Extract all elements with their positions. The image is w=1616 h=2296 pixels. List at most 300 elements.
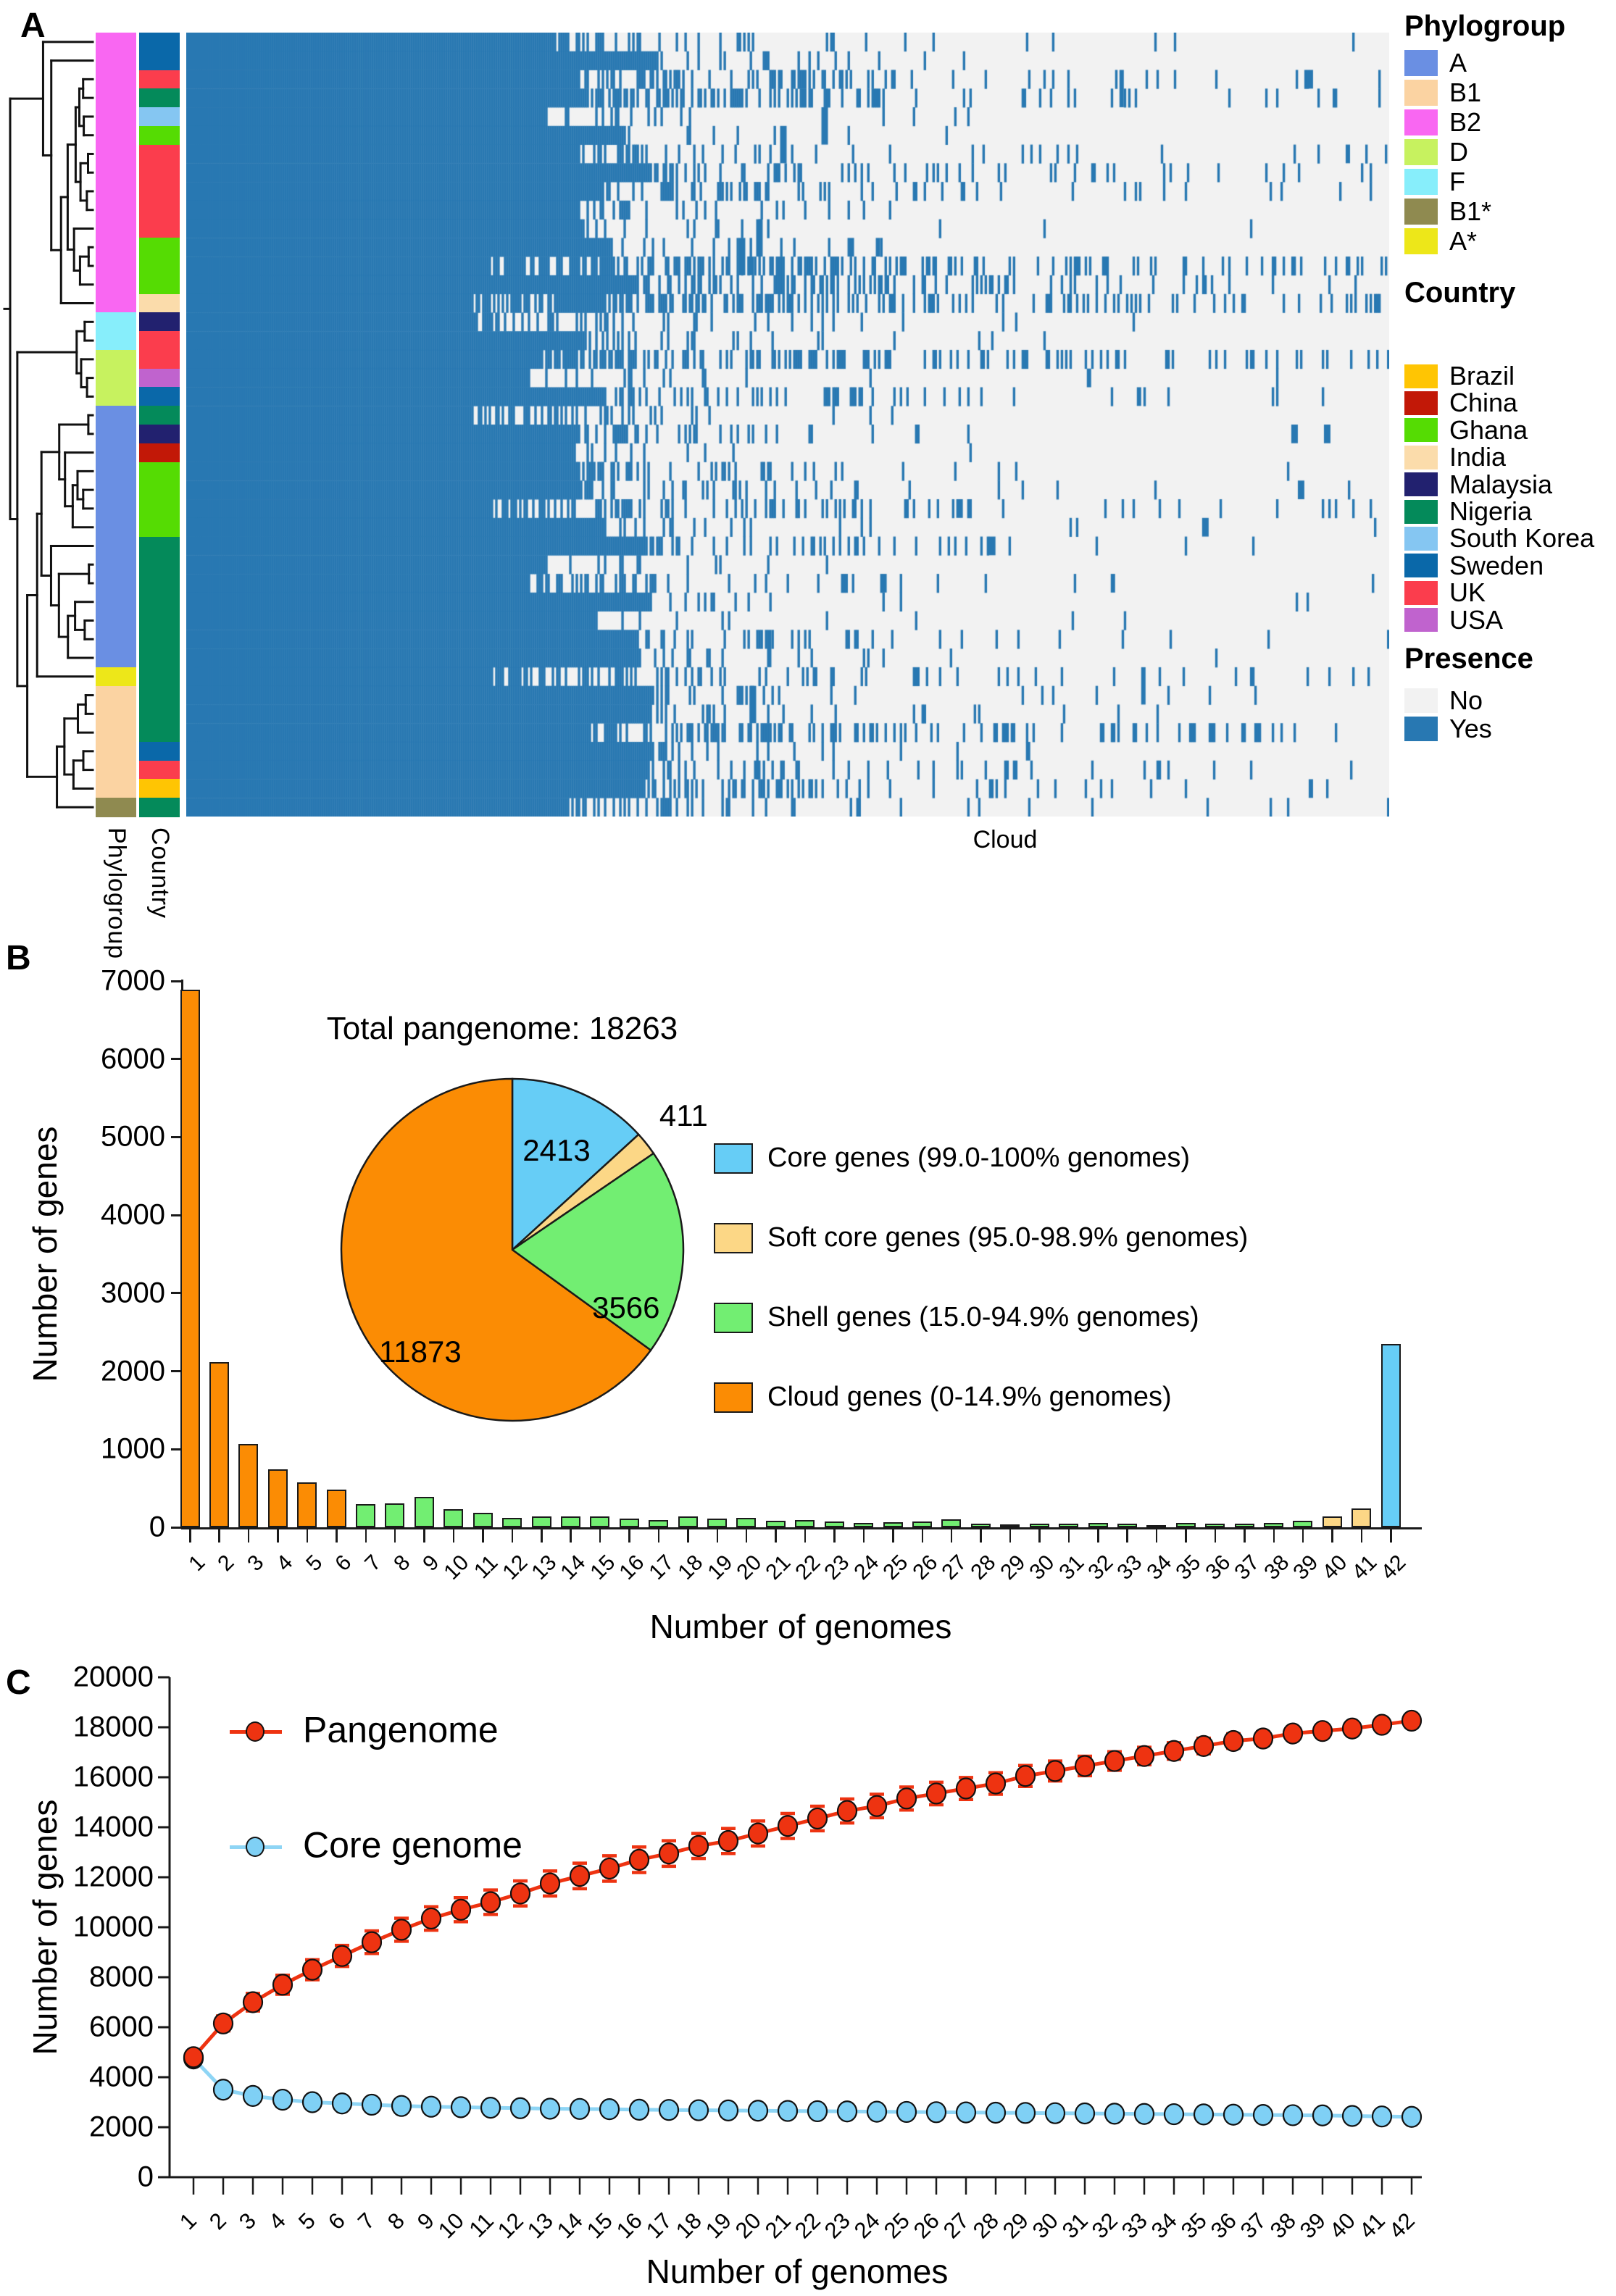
panel-b-xtick-label: 28 [966, 1550, 1001, 1585]
country-cell-row2 [139, 51, 180, 70]
phylogroup-cell-row8 [96, 163, 136, 182]
phylogroup-cell-row11 [96, 220, 136, 238]
phylogroup-cell-row5 [96, 107, 136, 126]
phylogroup-cell-row33 [96, 630, 136, 648]
phylogroup-cell-row16 [96, 312, 136, 331]
pie-chart [326, 1078, 703, 1455]
svg-text:33: 33 [1116, 2208, 1152, 2244]
panel-b-xtick [394, 1529, 396, 1543]
panel-b-xtick [423, 1529, 425, 1543]
panel-b-xtick-label: 2 [213, 1550, 239, 1577]
svg-text:31: 31 [1057, 2208, 1093, 2244]
legend-swatch [1404, 50, 1438, 76]
legend-item-F [1404, 167, 1465, 197]
phylogroup-cell-row37 [96, 704, 136, 723]
panel-b-ytick-label: 5000 [101, 1120, 165, 1153]
pie-value-3566: 3566 [592, 1290, 660, 1324]
legend-title-country: Country [1404, 277, 1516, 309]
svg-text:38: 38 [1265, 2208, 1301, 2244]
panel-b-xtick-label: 26 [907, 1550, 942, 1585]
phylogroup-cell-row15 [96, 294, 136, 313]
panel-b-xtick [365, 1529, 367, 1543]
panel-c-xlabel: Number of genomes [646, 2253, 949, 2290]
panel-b-xtick-label: 34 [1142, 1550, 1177, 1585]
svg-text:24: 24 [849, 2208, 885, 2244]
legend-label: Sweden [1449, 550, 1544, 580]
panel-c-ytick-label: 12000 [72, 1861, 154, 1893]
bar-genomes-15 [590, 1516, 609, 1527]
svg-text:20: 20 [730, 2208, 766, 2244]
panel-b-xtick-label: 4 [272, 1550, 298, 1577]
bar-genomes-1 [180, 990, 200, 1527]
country-cell-row27 [139, 518, 180, 537]
country-cell-row4 [139, 88, 180, 107]
legend-item-Sweden [1404, 551, 1544, 581]
country-cell-row3 [139, 70, 180, 89]
panel-b-xtick-label: 27 [937, 1550, 972, 1585]
country-cell-row19 [139, 369, 180, 388]
svg-text:7: 7 [353, 2208, 380, 2235]
legend-item-B2 [1404, 107, 1481, 138]
svg-text:40: 40 [1324, 2208, 1360, 2244]
legend-item-D [1404, 137, 1468, 167]
panel-c-ytick-label: 10000 [72, 1911, 154, 1943]
country-cell-row31 [139, 593, 180, 611]
legend-title-presence: Presence [1404, 643, 1533, 675]
svg-text:16: 16 [611, 2208, 647, 2244]
phylogroup-cell-row35 [96, 667, 136, 686]
phylogroup-cell-row17 [96, 331, 136, 350]
svg-text:27: 27 [938, 2208, 974, 2244]
country-cell-row30 [139, 574, 180, 593]
panel-b-xtick-label: 18 [673, 1550, 708, 1585]
panel-b-ytick [171, 980, 183, 982]
legend-swatch [1404, 139, 1438, 165]
country-cell-row6 [139, 126, 180, 145]
legend-label: No [1449, 685, 1483, 715]
svg-text:13: 13 [522, 2208, 558, 2244]
panel-b-xtick [453, 1529, 455, 1543]
pie-legend-swatch [714, 1303, 753, 1333]
legend-item-India [1404, 442, 1506, 472]
phylogroup-cell-row13 [96, 256, 136, 275]
panel-b-ytick-label: 1000 [101, 1432, 165, 1465]
heatmap-xlabel: Cloud [972, 826, 1038, 853]
legend-item-Brazil [1404, 361, 1515, 391]
pie-legend-label: Shell genes (15.0-94.9% genomes) [767, 1302, 1199, 1332]
country-cell-row9 [139, 182, 180, 201]
panel-b-xtick [482, 1529, 484, 1543]
phylogroup-cell-row41 [96, 779, 136, 798]
panel-b-xtick [512, 1529, 514, 1543]
panel-b-xtick [1390, 1529, 1392, 1543]
panel-c-ytick-label: 4000 [89, 2061, 154, 2093]
country-cell-row18 [139, 350, 180, 369]
country-cell-row21 [139, 406, 180, 425]
pie-value-2413: 2413 [522, 1132, 591, 1167]
phylogroup-cell-row19 [96, 369, 136, 388]
phylogroup-annotation-column [96, 33, 136, 817]
legend-title-phylogroup: Phylogroup [1404, 10, 1566, 42]
bar-genomes-34 [1146, 1525, 1166, 1528]
panel-b-xtick [1361, 1529, 1363, 1543]
phylogroup-cell-row36 [96, 686, 136, 705]
svg-text:14: 14 [551, 2208, 588, 2244]
phylogroup-cell-row3 [96, 70, 136, 89]
country-cell-row34 [139, 648, 180, 667]
panel-c-legend-marker-1 [246, 1837, 265, 1857]
bar-genomes-14 [561, 1516, 580, 1527]
phylogroup-cell-row29 [96, 555, 136, 574]
phylogroup-cell-row21 [96, 406, 136, 425]
panel-b-xtick [1302, 1529, 1304, 1543]
country-cell-row35 [139, 667, 180, 686]
legend-swatch [1404, 446, 1438, 469]
panel-b-xtick-label: 11 [470, 1550, 503, 1584]
svg-text:9: 9 [412, 2208, 439, 2235]
panel-b-xtick-label: 36 [1201, 1550, 1236, 1585]
panel-b-label: B [6, 939, 31, 977]
pie-legend-item-3 [714, 1382, 1172, 1413]
panel-b-xtick-label: 24 [849, 1550, 883, 1585]
bar-genomes-4 [268, 1469, 288, 1527]
country-cell-row39 [139, 742, 180, 761]
legend-swatch [1404, 364, 1438, 388]
svg-text:29: 29 [997, 2208, 1033, 2244]
panel-b-xtick-label: 30 [1025, 1550, 1059, 1585]
legend-swatch [1404, 717, 1438, 741]
panel-b-xtick-label: 9 [418, 1550, 444, 1577]
panel-c-ytick-label: 18000 [72, 1711, 154, 1743]
phylogroup-cell-row10 [96, 201, 136, 220]
phylogroup-cell-row31 [96, 593, 136, 611]
country-cell-row10 [139, 201, 180, 220]
panel-b-xtick [1156, 1529, 1158, 1543]
legend-label: India [1449, 442, 1507, 472]
svg-text:18: 18 [670, 2208, 707, 2244]
phylogroup-cell-row23 [96, 443, 136, 462]
legend-label: Nigeria [1449, 496, 1533, 526]
bar-genomes-13 [532, 1516, 551, 1527]
country-cell-row22 [139, 425, 180, 443]
phylogroup-cell-row18 [96, 350, 136, 369]
bar-genomes-31 [1059, 1524, 1078, 1527]
country-cell-row41 [139, 779, 180, 798]
svg-text:2: 2 [204, 2208, 231, 2235]
svg-text:34: 34 [1146, 2208, 1182, 2244]
svg-text:12: 12 [492, 2208, 528, 2244]
svg-text:19: 19 [700, 2208, 736, 2244]
bar-genomes-2 [209, 1362, 229, 1527]
panel-c-ytick-label: 0 [137, 2161, 154, 2193]
panel-c-ytick-label: 6000 [89, 2011, 154, 2043]
country-cell-row37 [139, 704, 180, 723]
country-annotation-column [139, 33, 180, 817]
bar-genomes-7 [356, 1504, 375, 1527]
panel-b-xtick [687, 1529, 689, 1543]
bar-genomes-20 [736, 1518, 756, 1527]
panel-b-xtick [599, 1529, 601, 1543]
legend-label: B1 [1449, 78, 1482, 107]
bar-genomes-36 [1205, 1524, 1225, 1527]
legend-swatch [1404, 472, 1438, 496]
legend-item-A- [1404, 226, 1477, 256]
panel-b-xtick [1009, 1529, 1012, 1543]
panel-b-xtick [951, 1529, 953, 1543]
svg-text:8: 8 [383, 2208, 409, 2235]
legend-item-China [1404, 388, 1517, 418]
panel-b-ytick-label: 4000 [101, 1198, 165, 1231]
panel-b-xtick-label: 40 [1317, 1550, 1352, 1585]
panel-b-xtick [717, 1529, 719, 1543]
legend-swatch [1404, 581, 1438, 605]
svg-text:6: 6 [323, 2208, 350, 2235]
bar-genomes-10 [443, 1509, 463, 1527]
svg-text:37: 37 [1235, 2208, 1271, 2244]
country-cell-row20 [139, 387, 180, 406]
panel-b-xtick [1215, 1529, 1217, 1543]
panel-b-xtick-label: 41 [1347, 1550, 1382, 1585]
svg-text:26: 26 [908, 2208, 944, 2244]
legend-swatch [1404, 199, 1438, 225]
legend-swatch [1404, 391, 1438, 415]
panel-b-xtick [1185, 1529, 1187, 1543]
bar-genomes-6 [327, 1490, 346, 1527]
svg-text:3: 3 [234, 2208, 261, 2235]
legend-swatch [1404, 228, 1438, 254]
country-cell-row7 [139, 145, 180, 164]
svg-text:30: 30 [1027, 2208, 1063, 2244]
legend-label: Ghana [1449, 414, 1528, 445]
bar-genomes-11 [473, 1513, 493, 1527]
panel-b-xtick [189, 1529, 191, 1543]
phylogroup-cell-row26 [96, 499, 136, 518]
legend-label: A [1449, 48, 1467, 78]
legend-label: A* [1449, 226, 1478, 256]
panel-b-ytick-label: 7000 [101, 964, 165, 997]
panel-b-ylabel: Number of genes [26, 1126, 64, 1382]
panel-b-xtick [1068, 1529, 1070, 1543]
panel-b-xtick [1097, 1529, 1099, 1543]
bar-genomes-32 [1088, 1523, 1108, 1527]
panel-c-ytick-label: 16000 [72, 1761, 154, 1793]
bar-genomes-33 [1117, 1524, 1137, 1527]
country-cell-row29 [139, 555, 180, 574]
bar-genomes-39 [1293, 1521, 1312, 1527]
panel-b-xtick [775, 1529, 777, 1543]
pie-legend-label: Core genes (99.0-100% genomes) [767, 1143, 1191, 1173]
pie-legend-item-0 [714, 1143, 1190, 1174]
country-cell-row42 [139, 798, 180, 817]
phylogroup-cell-row2 [96, 51, 136, 70]
panel-b-xtick [628, 1529, 630, 1543]
panel-c-ytick-label: 14000 [72, 1811, 154, 1843]
svg-text:11: 11 [464, 2208, 499, 2242]
panel-b-xtick [892, 1529, 894, 1543]
phylogroup-cell-row42 [96, 798, 136, 817]
panel-b-xtick-label: 14 [556, 1550, 591, 1585]
phylogroup-column-label: Phylogroup [103, 827, 130, 960]
country-cell-row14 [139, 275, 180, 294]
phylogroup-cell-row25 [96, 480, 136, 499]
svg-text:35: 35 [1175, 2208, 1212, 2244]
bar-genomes-19 [707, 1519, 727, 1527]
bar-genomes-30 [1030, 1524, 1049, 1527]
bar-genomes-24 [854, 1523, 873, 1527]
panel-b-xtick-label: 20 [732, 1550, 767, 1585]
phylogroup-cell-row28 [96, 537, 136, 556]
svg-text:17: 17 [641, 2208, 677, 2244]
bar-genomes-22 [795, 1520, 815, 1527]
panel-b-ytick-label: 0 [149, 1511, 165, 1543]
country-cell-row33 [139, 630, 180, 648]
panel-c-legend-label-1: Core genome [303, 1824, 522, 1866]
panel-b-xtick [307, 1529, 309, 1543]
phylogroup-cell-row34 [96, 648, 136, 667]
panel-b-xtick-label: 42 [1376, 1550, 1411, 1585]
phylogroup-cell-row32 [96, 611, 136, 630]
pie-legend-swatch [714, 1223, 753, 1253]
country-cell-row12 [139, 238, 180, 256]
svg-text:25: 25 [878, 2208, 915, 2244]
panel-b-xtick-label: 23 [820, 1550, 854, 1585]
country-cell-row28 [139, 537, 180, 556]
legend-swatch [1404, 688, 1438, 713]
bar-genomes-35 [1176, 1523, 1196, 1527]
panel-b-xtick-label: 1 [184, 1550, 210, 1577]
legend-item-South-Korea [1404, 523, 1594, 554]
phylogroup-cell-row7 [96, 145, 136, 164]
phylogroup-cell-row20 [96, 387, 136, 406]
panel-b-xtick-label: 33 [1112, 1550, 1147, 1585]
country-cell-row24 [139, 462, 180, 481]
legend-label: B1* [1449, 196, 1492, 226]
panel-a-label: A [20, 7, 46, 45]
bar-genomes-38 [1264, 1523, 1283, 1527]
legend-item-B1 [1404, 78, 1481, 108]
svg-text:39: 39 [1294, 2208, 1330, 2244]
bar-genomes-26 [912, 1521, 932, 1527]
phylogroup-cell-row6 [96, 126, 136, 145]
phylogroup-cell-row14 [96, 275, 136, 294]
svg-text:1: 1 [175, 2208, 201, 2235]
pie-legend-item-2 [714, 1302, 1199, 1333]
panel-b-xtick [833, 1529, 836, 1543]
phylogroup-cell-row27 [96, 518, 136, 537]
legend-label: Malaysia [1449, 469, 1553, 499]
panel-b-xtick-label: 22 [791, 1550, 825, 1585]
legend-label: F [1449, 167, 1465, 196]
svg-text:28: 28 [967, 2208, 1004, 2244]
legend-item-USA [1404, 605, 1503, 635]
pie-title: Total pangenome: 18263 [326, 1011, 678, 1046]
bar-genomes-29 [1000, 1524, 1020, 1527]
bar-genomes-12 [502, 1518, 522, 1527]
panel-b-xtick [570, 1529, 572, 1543]
country-cell-row40 [139, 761, 180, 780]
legend-swatch [1404, 527, 1438, 551]
country-cell-row8 [139, 163, 180, 182]
panel-b-xtick [658, 1529, 660, 1543]
panel-b-xtick [336, 1529, 338, 1543]
bar-genomes-21 [766, 1521, 786, 1527]
panel-c-legend-marker-0 [246, 1721, 265, 1742]
panel-b-xtick-label: 16 [615, 1550, 649, 1585]
svg-text:22: 22 [789, 2208, 825, 2244]
panel-b-xtick-label: 15 [586, 1550, 620, 1585]
legend-label: UK [1449, 577, 1486, 608]
panel-b-xtick-label: 31 [1054, 1550, 1088, 1585]
panel-b-xtick [922, 1529, 924, 1543]
legend-label: South Korea [1449, 523, 1595, 554]
svg-text:36: 36 [1205, 2208, 1241, 2244]
pie-value-11873: 11873 [379, 1335, 462, 1369]
bar-genomes-3 [238, 1444, 258, 1527]
country-cell-row32 [139, 611, 180, 630]
legend-item-No [1404, 685, 1483, 716]
legend-swatch [1404, 608, 1438, 632]
legend-item-Ghana [1404, 415, 1528, 446]
panel-b-xtick [248, 1529, 250, 1543]
panel-b-ytick-label: 6000 [101, 1043, 165, 1075]
panel-b-xtick-label: 13 [527, 1550, 562, 1585]
svg-text:32: 32 [1086, 2208, 1123, 2244]
svg-text:21: 21 [759, 2208, 796, 2244]
panel-b-xtick-label: 19 [702, 1550, 737, 1585]
legend-swatch [1404, 169, 1438, 195]
panel-b-xtick-label: 10 [439, 1550, 474, 1585]
country-cell-row11 [139, 220, 180, 238]
country-cell-row17 [139, 331, 180, 350]
panel-b-xtick [980, 1529, 982, 1543]
panel-b-xtick [1038, 1529, 1041, 1543]
panel-b-xtick [277, 1529, 279, 1543]
phylogroup-cell-row30 [96, 574, 136, 593]
panel-b-xaxis [181, 1527, 1422, 1529]
legend-item-UK [1404, 577, 1486, 608]
panel-c-ylabel: Number of genes [26, 1799, 64, 2055]
phylogroup-cell-row9 [96, 182, 136, 201]
bar-genomes-41 [1351, 1508, 1371, 1527]
phylogroup-cell-row38 [96, 723, 136, 742]
svg-text:4: 4 [264, 2208, 291, 2235]
legend-label: B2 [1449, 107, 1482, 137]
svg-text:5: 5 [293, 2208, 320, 2235]
country-cell-row36 [139, 686, 180, 705]
panel-b-xtick-label: 8 [389, 1550, 415, 1577]
panel-c-ytick-label: 8000 [89, 1961, 154, 1993]
panel-b-xtick-label: 12 [498, 1550, 532, 1585]
panel-b-xtick-label: 17 [644, 1550, 679, 1585]
country-column-label: Country [146, 827, 174, 919]
svg-text:10: 10 [433, 2208, 469, 2244]
panel-b-xtick-label: 5 [301, 1550, 328, 1577]
panel-b-xtick-label: 38 [1259, 1550, 1294, 1585]
panel-b-xtick-label: 21 [761, 1550, 796, 1585]
phylogroup-cell-row40 [96, 761, 136, 780]
panel-b-xtick [541, 1529, 543, 1543]
panel-c-ytick-label: 2000 [89, 2111, 154, 2143]
bar-genomes-9 [415, 1497, 434, 1527]
panel-b-xtick-label: 6 [330, 1550, 357, 1577]
pie-legend-label: Cloud genes (0-14.9% genomes) [767, 1382, 1172, 1412]
legend-label: Yes [1449, 714, 1492, 743]
legend-label: Brazil [1449, 361, 1515, 391]
bar-genomes-17 [649, 1520, 668, 1527]
panel-b-xtick [804, 1529, 807, 1543]
panel-b-xtick-label: 3 [243, 1550, 269, 1577]
phylogroup-cell-row1 [96, 33, 136, 51]
